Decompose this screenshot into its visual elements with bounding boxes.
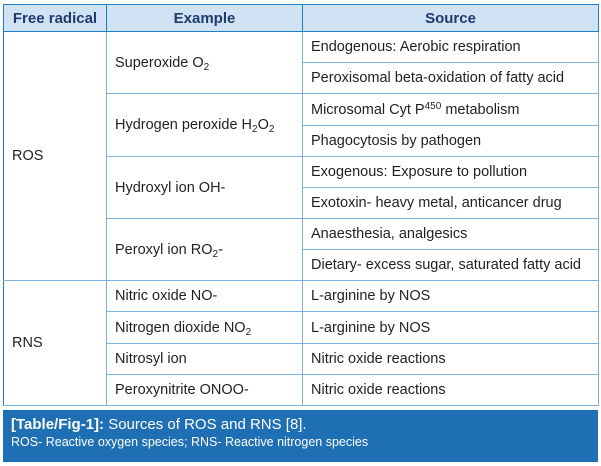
source-cell: Exogenous: Exposure to pollution	[303, 157, 599, 188]
example-nitrogen-dioxide: Nitrogen dioxide $NO_2$	[107, 312, 303, 344]
table-caption	[3, 410, 598, 462]
source-cell: Anaesthesia, analgesics	[303, 219, 599, 250]
source-cell: Exotoxin- heavy metal, anticancer drug	[303, 188, 599, 219]
source-cell: Nitric oxide reactions	[303, 375, 599, 406]
example-superoxide: Superoxide $O_2$	[107, 32, 303, 94]
example-hydrogen-peroxide: Hydrogen peroxide $H_2O_2$	[107, 94, 303, 157]
source-cell: L-arginine by NOS	[303, 281, 599, 312]
example-hydroxyl: Hydroxyl ion OH-	[107, 157, 303, 219]
source-cell: Peroxisomal beta-oxidation of fatty acid	[303, 63, 599, 94]
source-cell: Nitric oxide reactions	[303, 344, 599, 375]
group-rns: RNS	[4, 281, 107, 406]
header-source: Source	[303, 5, 599, 32]
header-free-radical: Free radical	[4, 5, 107, 32]
caption-label: [Table/Fig-1]:	[11, 416, 105, 433]
source-cell: Dietary- excess sugar, saturated fatty acid	[303, 250, 599, 281]
source-cell: L-arginine by NOS	[303, 312, 599, 344]
source-cell: Phagocytosis by pathogen	[303, 126, 599, 157]
example-nitric-oxide: Nitric oxide NO-	[107, 281, 303, 312]
sources-table	[3, 4, 599, 406]
source-cell: Microsomal Cyt $P^{450}$ metabolism	[303, 94, 599, 126]
group-ros: ROS	[4, 32, 107, 281]
source-cell: Endogenous: Aerobic respiration	[303, 32, 599, 63]
caption-text: Sources of ROS and RNS [8].	[104, 416, 307, 433]
caption-title	[11, 416, 590, 433]
example-peroxynitrite: Peroxynitrite ONOO-	[107, 375, 303, 406]
example-nitrosyl: Nitrosyl ion	[107, 344, 303, 375]
header-example: Example	[107, 5, 303, 32]
table-row	[4, 32, 599, 63]
example-peroxyl: Peroxyl ion $RO_2-$	[107, 219, 303, 281]
sources-table-wrapper	[3, 4, 598, 406]
table-row	[4, 281, 599, 312]
caption-note: ROS- Reactive oxygen species; RNS- Reactive nitrogen species	[11, 435, 369, 449]
